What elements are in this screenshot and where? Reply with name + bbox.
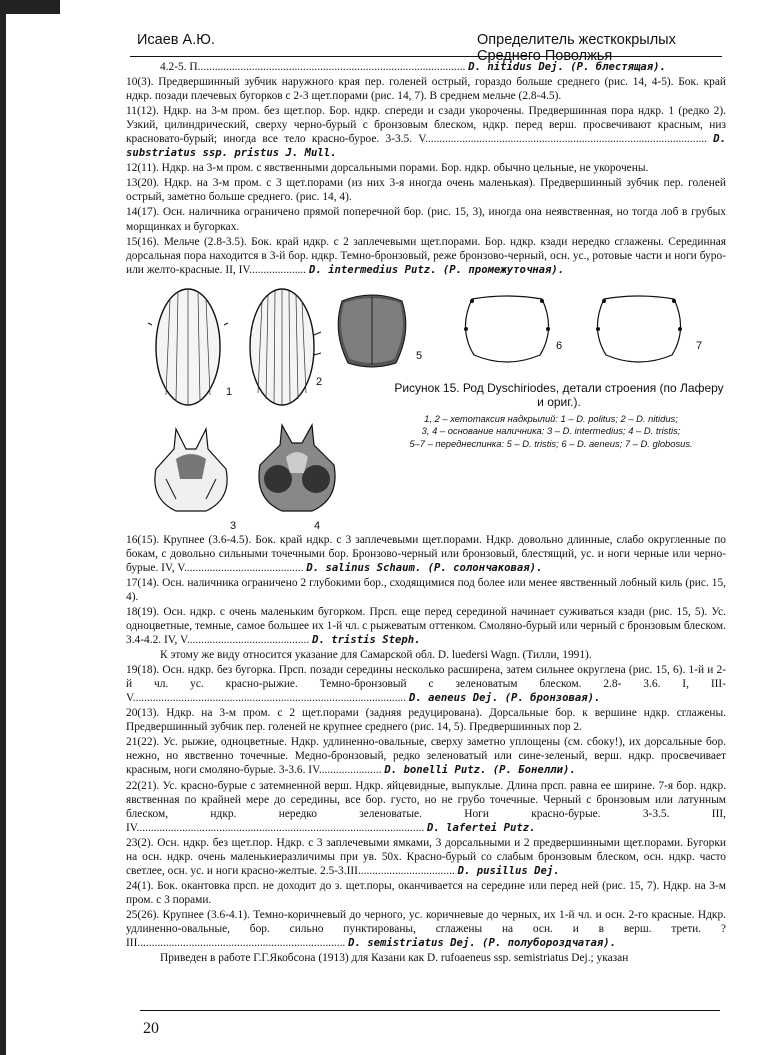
couplet-number: 22(21). <box>126 779 160 792</box>
fig-elytra-1 <box>148 285 228 415</box>
couplet-number: 19(18). <box>126 664 160 677</box>
couplet-number: 12(11). <box>126 162 159 175</box>
figure-legend <box>376 413 726 451</box>
couplet-text: Осн. наличника ограничено прямой поперечной бор. (рис. 15, 3), иногда она неявственная, но тогда лоб в грубых морщинках и бугорках. <box>126 206 726 233</box>
couplet-text: Бок. окантовка прсп. не доходит до з. щет.поры, оканчивается на середине или перед ней (рис. 15, 7). Ндкр. на 3-м пром. с 3 порами. <box>126 879 726 906</box>
couplet-number: 14(17). <box>126 206 160 219</box>
key-couplet <box>126 533 726 575</box>
couplet-text: Предвершинный зубчик наружного края пер. голеней острый, гораздо больше среднего (рис. 14, 4-5). Бок. край ндкр. позади плечевых бугорков с 2-3 щет.порами (рис. 14, 7). В среднем мельче (2.8-4.5). <box>126 76 726 103</box>
species-name: D. substriatus ssp. pristus J. Mull. <box>126 133 726 160</box>
key-couplet <box>126 161 726 175</box>
couplet-text: 4.2-5. П.............................................................................................. <box>160 61 466 73</box>
species-name: D. nitidus Dej. (P. блестящая). <box>468 61 666 73</box>
fig-label-6: 6 <box>556 339 563 352</box>
fig-head-3 <box>146 419 236 519</box>
key-couplet <box>126 908 726 950</box>
key-couplet <box>126 104 726 160</box>
key-couplet <box>126 706 726 734</box>
couplet-number: 11(12). <box>126 105 159 118</box>
page-number: 20 <box>143 1020 159 1037</box>
species-name: D. bonelli Putz. (P. Бонелли). <box>384 764 576 777</box>
key-text <box>126 60 726 966</box>
footer-rule <box>140 1010 720 1011</box>
couplet-number: 24(1). <box>126 879 154 892</box>
couplet-text: Ус. красно-бурые с затемненной верш. Ндкр. яйцевидные, выпуклые. Длина прсп. равна ее ширине. 7-я бор. ндкр. явственная по крайней мере до середины, все бор. густо, но не грубо точечные. Черный с бронзовым или латунным блеском, ндкр. нередко зеленоватые. Ноги красно-бурые. 3-3.5. III, IV..................................................................................................... <box>126 779 726 834</box>
fig-label-1: 1 <box>226 385 233 398</box>
key-couplet <box>126 235 726 277</box>
couplet-text: Осн. ндкр. с очень маленьким бугорком. Прсп. еще перед серединой начинает суживаться кзади (рис. 15, 5). Ус. одноцветные, темные, самое большее их 1-й чл. с рыжеватым оттенком. Смоляно-бурый или черный с бронзовым блеском. 3.4-4.2. IV, V........................................... <box>126 605 726 647</box>
couplet-text: К этому же виду относится указание для Самарской обл. D. luedersi Wagn. (Тилли, 1991). <box>160 649 592 662</box>
key-couplet <box>126 879 726 907</box>
couplet-number: 17(14). <box>126 576 160 589</box>
couplet-text: Ндкр. на 3-м пром. с явственными дорсальными порами. Бор. ндкр. обычно цельные, не укорочены. <box>161 162 649 175</box>
key-entries-bottom <box>126 533 726 965</box>
legend-line: 3, 4 – основание наличника: 3 – D. intermedius; 4 – D. tristis; <box>421 425 681 437</box>
couplet-number: 25(26). <box>126 908 160 921</box>
fig-label-7: 7 <box>696 339 703 352</box>
couplet-number: 16(15). <box>126 533 160 546</box>
couplet-text: Приведен в работе Г.Г.Якобсона (1913) для Казани как D. rufoaeneus ssp. semistriatus Dej.; указан <box>160 952 629 965</box>
figure-caption: Рисунок 15. Род Dyschiriodes, детали строения (по Лаферу и ориг.). <box>394 380 724 409</box>
fig-label-2: 2 <box>316 375 323 388</box>
key-couplet <box>126 576 726 604</box>
key-couplet <box>126 836 726 878</box>
header-author: Исаев А.Ю. <box>137 32 215 48</box>
key-couplet <box>126 60 726 74</box>
couplet-text: Ндкр. на 3-м пром. с 3 щет.порами (из них 3-я иногда очень маленькая). Предвершинный зубчик пер. голеней острый, заметно больше среднего. (рис. 14, 4). <box>126 177 726 204</box>
couplet-number: 20(13). <box>126 707 160 720</box>
couplet-text: Крупнее (3.6-4.1). Темно-коричневый до черного, ус. коричневые до черных, их 1-й чл. и осн. 2-го красные. Ндкр. удлиненно-овальные, бор. сильно пунктированы, сглажены на осн. и в верш. трети. ?III......................................................................... <box>126 908 726 950</box>
fig-pronotum-5 <box>332 291 412 371</box>
species-name: D. intermedius Putz. (P. промежуточная). <box>308 263 565 276</box>
species-name: D. salinus Schaum. (P. солончаковая). <box>306 561 543 574</box>
couplet-text: Крупнее (3.6-4.5). Бок. край ндкр. с 3 заплечевыми щет.порами. Ндкр. довольно длинные, слабо округленные по бокам, с довольно сильными точечными бор. Бронзово-черный или бронзовый, блестящий, ус. и ноги черные или черно-бурые. IV, V.......................................... <box>126 533 726 574</box>
species-name: D. semistriatus Dej. (P. полубороздчатая). <box>348 937 616 950</box>
header-rule <box>130 56 722 57</box>
fig-pronotum-6 <box>452 289 562 369</box>
key-couplet <box>126 735 726 777</box>
figure-15 <box>126 281 726 531</box>
fig-elytra-2 <box>242 285 322 415</box>
couplet-text: Осн. ндкр. без бугорка. Прсп. позади середины несколько расширена, затем сильнее округлена (рис. 15, 6). 1-й и 2-й чл. ус. красно-рыжие. Темно-бронзовый с зеленоватым блеском. 2.8- 3.6. I, III-V................................................................................................ <box>126 664 727 705</box>
couplet-text: Осн. наличника ограничено 2 глубокими бор., сходящимися под более или менее явственный лобный киль (рис. 15, 4). <box>126 576 726 603</box>
fig-label-5: 5 <box>416 349 423 362</box>
fig-head-4 <box>252 417 342 517</box>
fig-label-4: 4 <box>314 519 321 532</box>
scan-edge <box>0 0 6 1055</box>
species-name: D. aeneus Dej. (P. бронзовая). <box>409 692 601 705</box>
key-couplet <box>126 779 726 835</box>
couplet-number: 10(3). <box>126 76 154 89</box>
couplet-number: 18(19). <box>126 605 160 618</box>
species-name: D. pusillus Dej. <box>457 864 560 877</box>
key-couplet <box>126 663 726 705</box>
key-entries-top <box>126 60 726 277</box>
species-name: D. lafertei Putz. <box>427 821 536 834</box>
key-couplet <box>126 605 726 647</box>
fig-pronotum-7 <box>584 289 694 369</box>
couplet-number: 23(2). <box>126 836 154 849</box>
legend-line: 1, 2 – хетотаксия надкрылий: 1 – D. politus; 2 – D. nitidus; <box>424 412 678 424</box>
key-couplet <box>126 951 726 965</box>
key-couplet <box>126 75 726 103</box>
key-couplet <box>126 648 726 662</box>
couplet-number: 15(16). <box>126 235 160 248</box>
species-name: D. tristis Steph. <box>312 634 421 647</box>
couplet-number: 21(22). <box>126 736 160 749</box>
scan-corner <box>0 0 60 14</box>
running-header <box>137 32 718 64</box>
fig-label-3: 3 <box>230 519 237 532</box>
key-couplet <box>126 176 726 204</box>
couplet-text: Осн. ндкр. без щет.пор. Ндкр. с 3 заплечевыми ямками, 3 дорсальными и 2 предвершинными щет.порами. Бугорки на осн. ндкр. очень маленькиеразличимы при ув. 50х. Красно-бурый со слабым бронзовым блеском, осн. ндкр. часто светлее, осн. ус. и ноги красно-желтые. 2.5-3.III.................................. <box>126 836 726 877</box>
couplet-number: 13(20). <box>126 177 160 190</box>
key-couplet <box>126 205 726 233</box>
header-title: Определитель жесткокрылых Среднего Поволжья <box>477 32 676 64</box>
couplet-text: Ндкр. на 3-м пром. без щет.пор. Бор. ндкр. спереди и сзади укорочены. Предвершинная пора ндкр. 1 (редко 2). Узкий, цилиндрический, сверху черно-бурый с бронзовым блеском, ндкр. перед верш. просвечивают красным, низ красновато-бурый; иногда все тело красно-бурое. 3-3.5. V................................................................................................... <box>126 105 726 146</box>
legend-line: 5–7 – переднеспинка: 5 – D. tristis; 6 – D. aeneus; 7 – D. globosus. <box>409 437 693 449</box>
couplet-text: Ус. рыжие, одноцветные. Ндкр. удлиненно-овальные, сверху заметно уплощены (см. сбоку!), их дорсальные бор. нежно, но явственно точечные. Медно-бронзовый, редко зеленоватый или сине-зеленый, верш. ндкр. просвечивает красным, ноги смоляно-бурые. 3-3.6. IV...................... <box>126 736 726 777</box>
couplet-text: Мельче (2.8-3.5). Бок. край ндкр. с 2 заплечевыми щет.порами. Бор. ндкр. кзади нередко сглажены. Серединная дорсальная пора находится в 3-й бор. ндкр. Темно-бронзовый, реже бронзово-черный, осн. ус., ротовые части и ноги буро- или желто-красные. II, IV.................... <box>126 235 726 276</box>
couplet-text: Ндкр. на 3-м пром. с 2 щет.порами (задняя редуцирована). Дорсальные бор. к вершине ндкр. сглажены. Предвершинный зубчик пер. голеней не крупнее среднего (рис. 14, 5). Предвершинных пор 2. <box>126 707 726 734</box>
